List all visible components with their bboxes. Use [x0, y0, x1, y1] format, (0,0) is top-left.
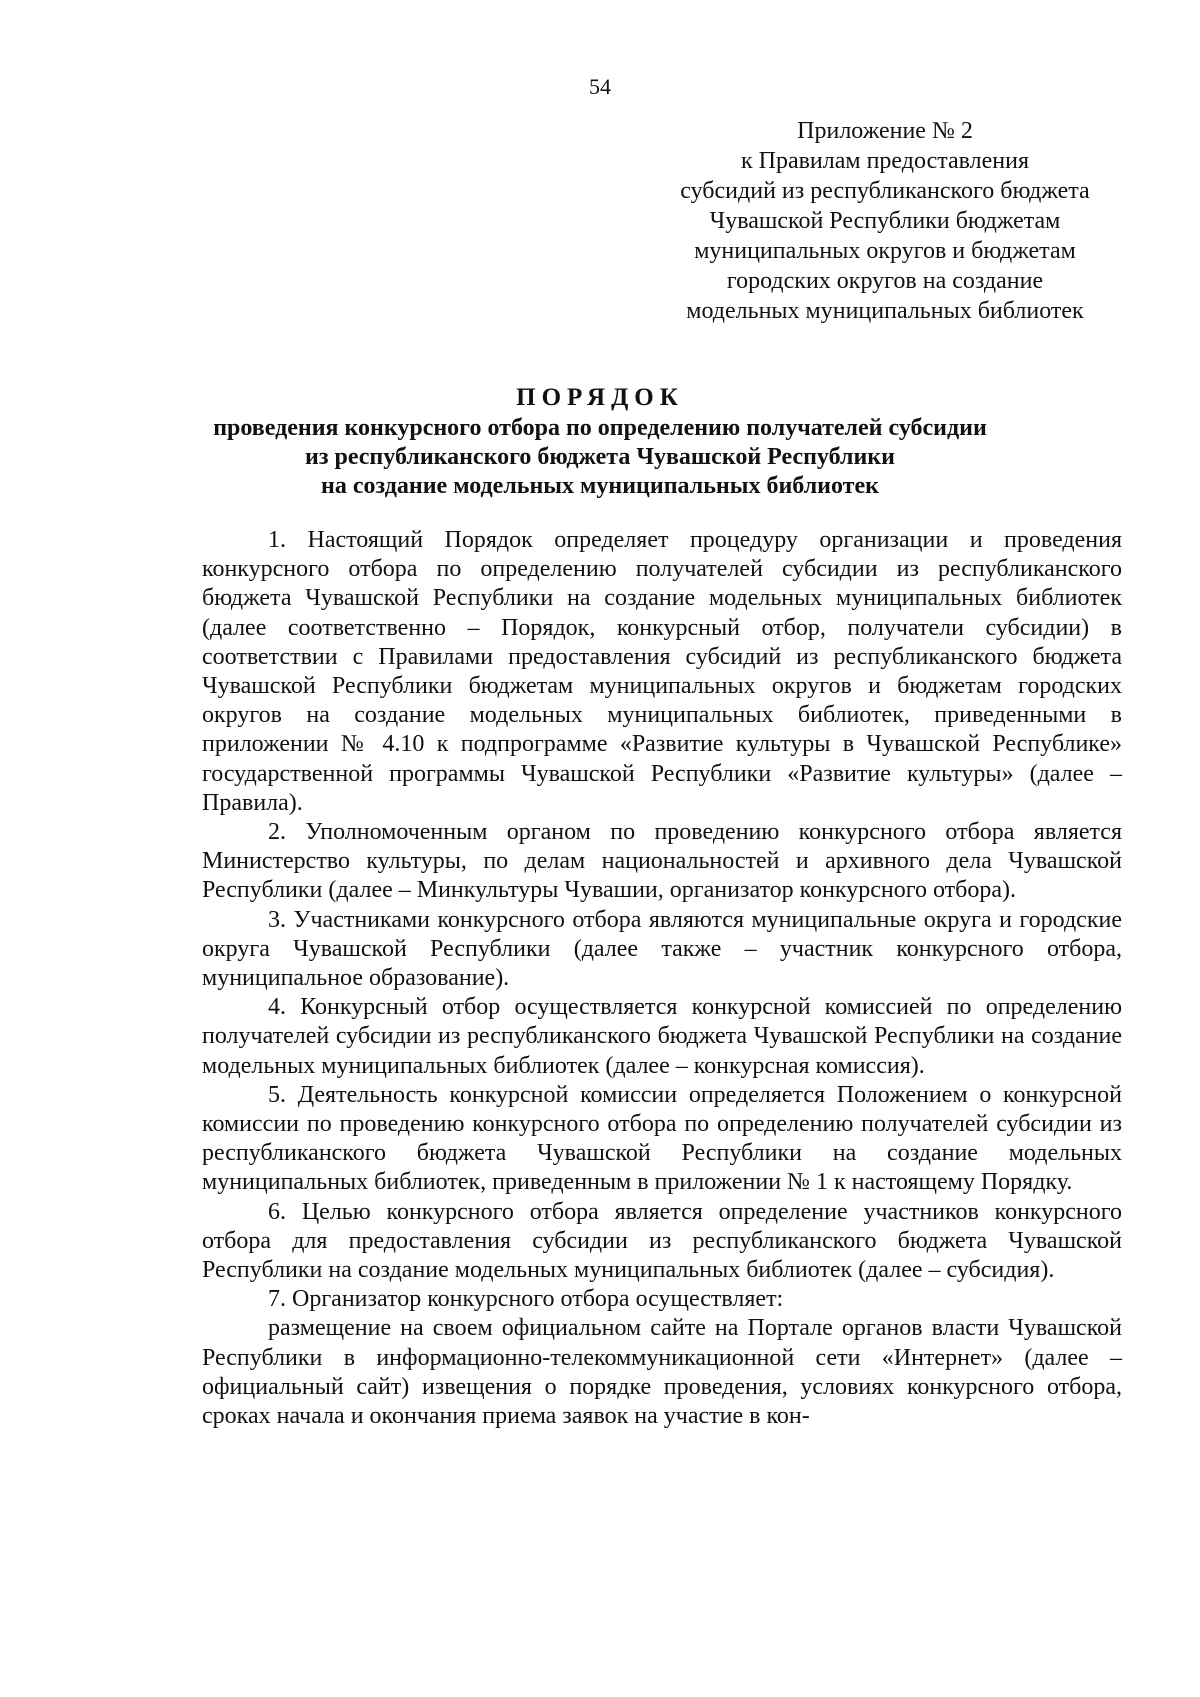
paragraph: 5. Деятельность конкурсной комиссии определяется Положением о конкурсной комиссии по проведению конкурсного отбора по определению получателей субсидии из республиканского бюджета Чувашской Республики на создание модельных муниципальных библиотек, приведенным в приложении № 1 к настоящему Порядку. [202, 1081, 1122, 1196]
appendix-line: муниципальных округов и бюджетам [694, 238, 1076, 264]
paragraph: 1. Настоящий Порядок определяет процедуру организации и проведения конкурсного отбора по определению получателей субсидии из республиканского бюджета Чувашской Республики на создание модельных муниципальных библиотек (далее соответственно – Порядок, конкурсный отбор, получатели субсидии) в соответствии с Правилами предоставления субсидий из республиканского бюджета Чувашской Республики бюджетам муниципальных округов и бюджетам городских округов на создание модельных муниципальных библиотек, приведенными в приложении № 4.10 к подпрограмме «Развитие культуры в Чувашской Республике» государственной программы Чувашской Республики «Развитие культуры» (далее – Правила). [202, 527, 1122, 816]
document-subtitle [170, 414, 1030, 501]
document-title-block [170, 382, 1030, 501]
subtitle-line: проведения конкурсного отбора по определению получателей субсидии [213, 415, 987, 441]
paragraph: 7. Организатор конкурсного отбора осуществляет: [268, 1286, 784, 1313]
paragraph: 6. Целью конкурсного отбора является определение участников конкурсного отбора для предоставления субсидии из республиканского бюджета Чувашской Республики на создание модельных муниципальных библиотек (далее – субсидия). [202, 1198, 1122, 1284]
appendix-line: к Правилам предоставления [740, 148, 1030, 174]
appendix-line: Чувашской Республики бюджетам [709, 208, 1061, 234]
subtitle-line: из республиканского бюджета Чувашской Республики [305, 444, 895, 470]
document-title: ПОРЯДОК [516, 384, 684, 411]
paragraph: размещение на своем официальном сайте на Портале органов власти Чувашской Республики в информационно-телекоммуникационной сети «Интернет» (далее – официальный сайт) извещения о порядке проведения, условиях конкурсного отбора, сроках начала и окончания приема заявок на участие в кон- [202, 1315, 1122, 1430]
appendix-heading [655, 116, 1115, 326]
paragraph: 4. Конкурсный отбор осуществляется конкурсной комиссией по определению получателей субсидии из республиканского бюджета Чувашской Республики на создание модельных муниципальных библиотек (далее – конкурсная комиссия). [202, 994, 1122, 1079]
appendix-line: Приложение № 2 [797, 118, 973, 144]
paragraph: 2. Уполномоченным органом по проведению конкурсного отбора является Министерство культуры, по делам национальностей и архивного дела Чувашской Республики (далее – Минкультуры Чувашии, организатор конкурсного отбора). [202, 819, 1122, 904]
appendix-line: городских округов на создание [726, 268, 1044, 294]
appendix-line: субсидий из республиканского бюджета [680, 178, 1090, 204]
appendix-line: модельных муниципальных библиотек [686, 298, 1084, 324]
subtitle-line: на создание модельных муниципальных библиотек [321, 473, 879, 499]
paragraph: 3. Участниками конкурсного отбора являются муниципальные округа и городские округа Чувашской Республики (далее также – участник конкурсного отбора, муниципальное образование). [202, 906, 1122, 992]
page-number: 54 [589, 74, 611, 99]
document-body [202, 526, 1122, 1431]
